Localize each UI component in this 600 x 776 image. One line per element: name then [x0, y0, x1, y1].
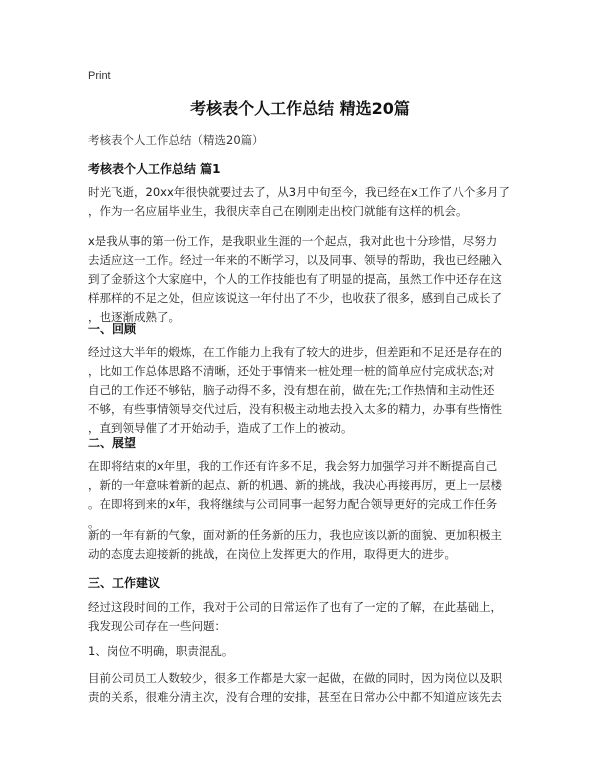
paragraph-2 — [88, 232, 516, 327]
paragraph-line: ，也逐渐成熟了。 — [88, 310, 180, 324]
paragraph-3 — [88, 343, 516, 438]
paragraph-line: 样那样的不足之处，但应该说这一年付出了不少，也收获了很多，感到自己成长了 — [88, 291, 502, 305]
paragraph-line: ，直到领导催了才开始动手，造成了工作上的被动。 — [88, 421, 353, 435]
paragraph-line: 到了金骄这个大家庭中，个人的工作技能也有了明显的提高，虽然工作中还存在这 — [88, 272, 502, 286]
section-heading-outlook: 二、展望 — [88, 436, 137, 450]
paragraph-1 — [88, 183, 516, 221]
print-link[interactable]: Print — [88, 70, 111, 82]
paragraph-line: 时光飞逝，20xx年很快就要过去了，从3月中旬至今，我已经在x工作了八个多月了 — [88, 185, 510, 199]
page-title: 考核表个人工作总结 精选20篇 — [190, 99, 410, 118]
paragraph-line: 目前公司员工人数较少，很多工作都是大家一起做，在做的同时，因为岗位以及职 — [88, 671, 502, 685]
paragraph-line: 新的一年有新的气象，面对新的任务新的压力，我也应该以新的面貌、更加积极主 — [88, 528, 502, 542]
paragraph-line: 动的态度去迎接新的挑战，在岗位上发挥更大的作用，取得更大的进步。 — [88, 547, 456, 561]
paragraph-line: 。在即将到来的x年，我将继续与公司同事一起努力配合领导更好的完成工作任务 — [88, 497, 498, 511]
paragraph-line: 不够，有些事情领导交代过后，没有积极主动地去投入太多的精力，办事有些惰性 — [88, 402, 502, 416]
paragraph-line: 在即将结束的x年里，我的工作还有许多不足，我会努力加强学习并不断提高自己 — [88, 459, 498, 473]
paragraph-line: ，比如工作总体思路不清晰，还处于事情来一桩处理一桩的简单应付完成状态;对 — [88, 364, 495, 378]
document-subtitle: 考核表个人工作总结（精选20篇） — [88, 133, 264, 147]
paragraph-7 — [88, 669, 516, 707]
paragraph-6 — [88, 598, 516, 636]
section-heading-suggestions: 三、工作建议 — [88, 576, 161, 590]
list-item-text: 1、岗位不明确，职责混乱。 — [88, 644, 234, 658]
paragraph-line: 经过这大半年的煅炼，在工作能力上我有了较大的进步，但差距和不足还是存在的 — [88, 345, 502, 359]
paragraph-line: ，新的一年意味着新的起点、新的机遇、新的挑战，我决心再接再厉，更上一层楼 — [88, 478, 502, 492]
paragraph-line: 。 — [88, 516, 100, 530]
paragraph-line: ，作为一名应届毕业生，我很庆幸自己在刚刚走出校门就能有这样的机会。 — [88, 204, 468, 218]
paragraph-line: 我发现公司存在一些问题： — [88, 619, 226, 633]
list-item-1 — [88, 642, 516, 661]
paragraph-line: 经过这段时间的工作，我对于公司的日常运作了也有了一定的了解，在此基础上， — [88, 600, 502, 614]
paragraph-line: 自己的工作还不够钻，脑子动得不多，没有想在前，做在先;工作热情和主动性还 — [88, 383, 495, 397]
section-heading-main: 考核表个人工作总结 篇1 — [88, 162, 221, 176]
paragraph-line: x是我从事的第一份工作，是我职业生涯的一个起点，我对此也十分珍惜，尽努力 — [88, 234, 498, 248]
paragraph-line: 去适应这一工作。经过一年来的不断学习，以及同事、领导的帮助，我也已经融入 — [88, 253, 502, 267]
paragraph-5 — [88, 526, 516, 564]
paragraph-4 — [88, 457, 516, 533]
paragraph-line: 责的关系，很难分清主次，没有合理的安排，甚至在日常办公中都不知道应该先去 — [88, 690, 502, 704]
section-heading-review: 一、回顾 — [88, 322, 137, 336]
